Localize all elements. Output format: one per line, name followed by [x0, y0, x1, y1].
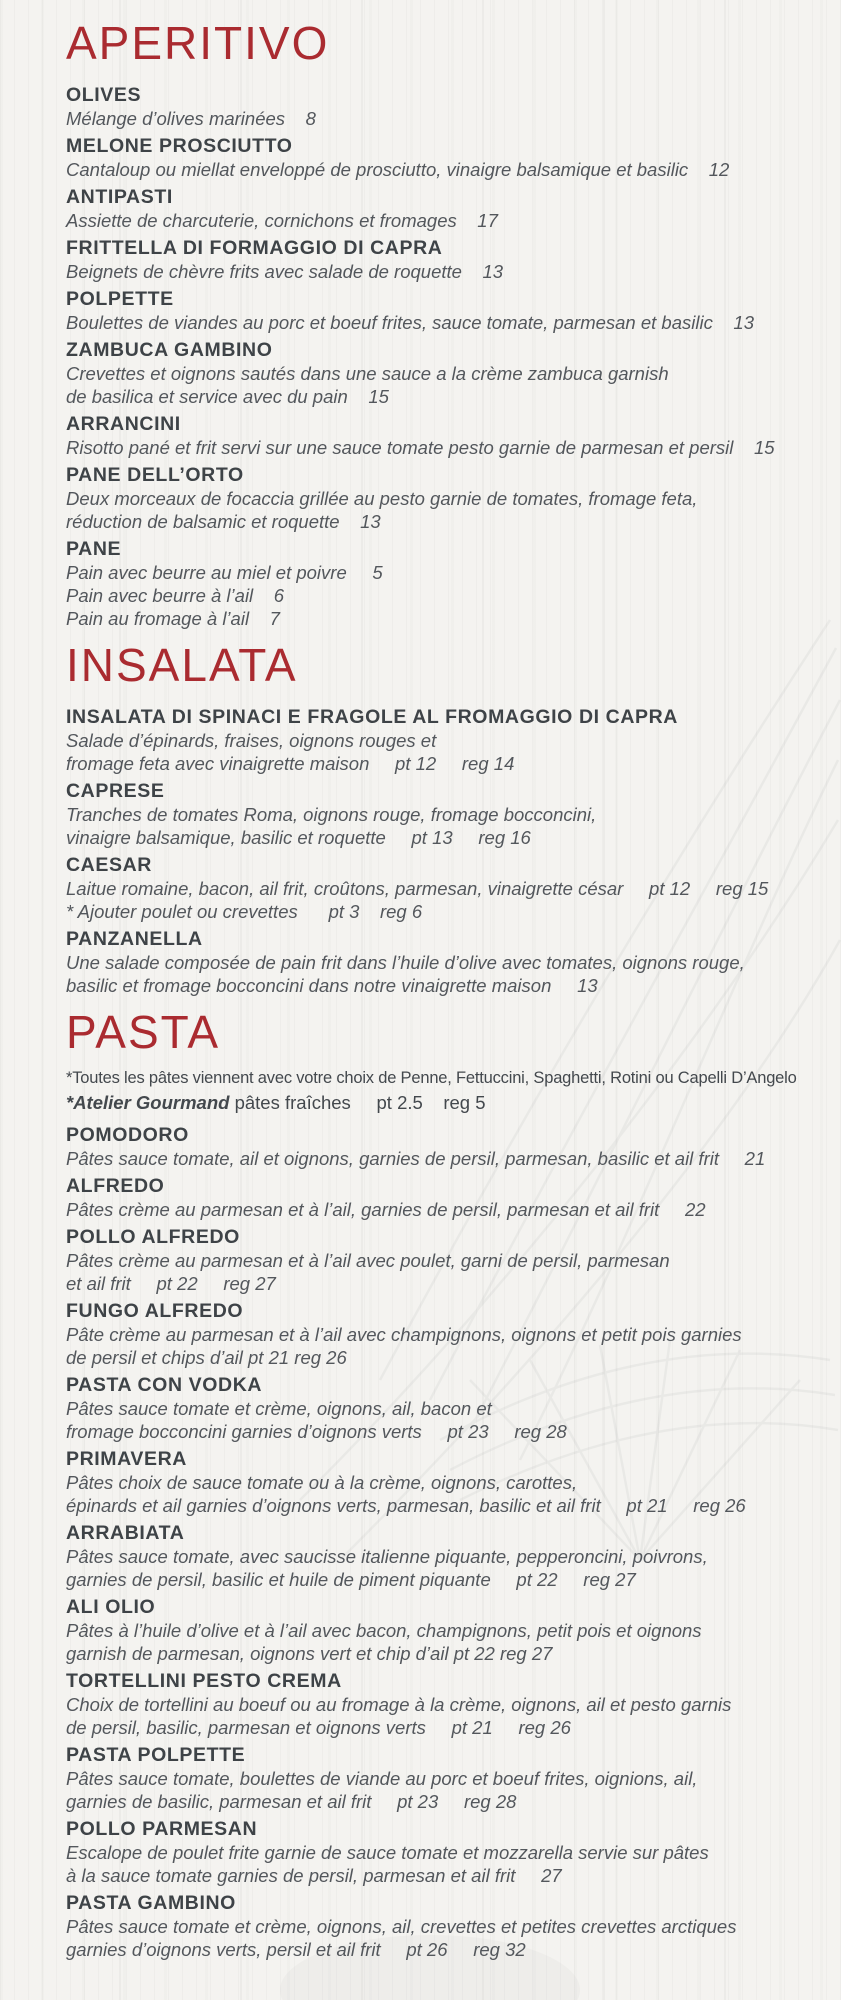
menu-item-pollo-parmesan [66, 1818, 815, 1887]
item-description-line: de persil, basilic, parmesan et oignons verts pt 21 reg 26 [66, 1717, 571, 1738]
item-description-line: Beignets de chèvre frits avec salade de roquette 13 [66, 261, 504, 282]
section-aperitivo [66, 18, 815, 630]
item-name: PASTA CON VODKA [66, 1374, 263, 1396]
pasta-note-fresh-pasta-text: pâtes fraîches pt 2.5 reg 5 [229, 1092, 486, 1113]
item-description-line: basilic et fromage bocconcini dans notre vinaigrette maison 13 [66, 975, 598, 996]
menu-item-caprese [66, 780, 815, 849]
item-name: ALI OLIO [66, 1596, 156, 1618]
item-description-line: épinards et ail garnies d’oignons verts, parmesan, basilic et ail frit pt 21 reg 26 [66, 1495, 746, 1516]
item-name: CAESAR [66, 854, 152, 876]
item-name: PRIMAVERA [66, 1448, 187, 1470]
pasta-note-brand: *Atelier Gourmand [66, 1092, 230, 1113]
section-title-aperitivo: APERITIVO [66, 17, 330, 69]
menu-item-zambuca-gambino [66, 339, 815, 408]
item-name: FUNGO ALFREDO [66, 1300, 244, 1322]
item-description-line: Laitue romaine, bacon, ail frit, croûtons, parmesan, vinaigrette césar pt 12 reg 15 [66, 878, 769, 899]
item-description-line: Pâtes choix de sauce tomate ou à la crème, oignons, carottes, [66, 1472, 578, 1493]
menu-item-pasta-polpette [66, 1744, 815, 1813]
pasta-note-fresh-pasta [66, 1090, 815, 1115]
item-name: ALFREDO [66, 1175, 165, 1197]
item-name: POLPETTE [66, 288, 174, 310]
item-name: PANZANELLA [66, 928, 203, 950]
item-name: ARRABIATA [66, 1522, 185, 1544]
item-name: PASTA POLPETTE [66, 1744, 246, 1766]
section-insalata [66, 640, 815, 997]
item-name: FRITTELLA DI FORMAGGIO DI CAPRA [66, 237, 443, 259]
item-description-line: garnies d’oignons verts, persil et ail frit pt 26 reg 32 [66, 1939, 526, 1960]
item-description-line: Salade d’épinards, fraises, oignons rouges et [66, 730, 437, 751]
item-description-line: et ail frit pt 22 reg 27 [66, 1273, 276, 1294]
menu-item-antipasti [66, 186, 815, 232]
item-name: PASTA GAMBINO [66, 1892, 236, 1914]
item-description-line: Mélange d’olives marinées 8 [66, 108, 316, 129]
item-description-line: à la sauce tomate garnies de persil, parmesan et ail frit 27 [66, 1865, 562, 1886]
menu-item-polpette [66, 288, 815, 334]
item-description-line: Pâtes sauce tomate et crème, oignons, ail, crevettes et petites crevettes arctiques [66, 1916, 737, 1937]
menu-item-insalata-spinaci [66, 706, 815, 775]
item-description-line: vinaigre balsamique, basilic et roquette pt 13 reg 16 [66, 827, 531, 848]
menu-item-primavera [66, 1448, 815, 1517]
item-description-line: Boulettes de viandes au porc et boeuf frites, sauce tomate, parmesan et basilic 13 [66, 312, 754, 333]
menu-item-frittella [66, 237, 815, 283]
item-description-line: Pain au fromage à l’ail 7 [66, 608, 280, 629]
item-description-line: Crevettes et oignons sautés dans une sauce a la crème zambuca garnish [66, 363, 669, 384]
menu-item-pane-dellorto [66, 464, 815, 533]
pasta-notes [66, 1067, 815, 1115]
menu-item-caesar [66, 854, 815, 923]
pasta-note-choices: *Toutes les pâtes viennent avec votre choix de Penne, Fettuccini, Spaghetti, Rotini ou Capelli D’Angelo [66, 1069, 797, 1087]
menu-item-pasta-con-vodka [66, 1374, 815, 1443]
item-name: POMODORO [66, 1124, 189, 1146]
item-description-line: Pâtes à l’huile d’olive et à l’ail avec bacon, champignons, petit pois et oignons [66, 1620, 702, 1641]
menu-item-panzanella [66, 928, 815, 997]
item-description-line: Pâte crème au parmesan et à l’ail avec champignons, oignons et petit pois garnies [66, 1324, 742, 1345]
item-description-line: de persil et chips d’ail pt 21 reg 26 [66, 1347, 347, 1368]
item-description-line: réduction de balsamic et roquette 13 [66, 511, 381, 532]
item-name: PANE [66, 538, 122, 560]
section-pasta [66, 1007, 815, 1961]
item-description-line: fromage bocconcini garnies d’oignons verts pt 23 reg 28 [66, 1421, 567, 1442]
menu-item-ali-olio [66, 1596, 815, 1665]
item-name: ARRANCINI [66, 413, 181, 435]
item-description-line: Risotto pané et frit servi sur une sauce tomate pesto garnie de parmesan et persil 15 [66, 437, 775, 458]
item-name: TORTELLINI PESTO CREMA [66, 1670, 342, 1692]
item-name: INSALATA DI SPINACI E FRAGOLE AL FROMAGGIO DI CAPRA [66, 706, 678, 728]
item-description-line: garnies de persil, basilic et huile de piment piquante pt 22 reg 27 [66, 1569, 636, 1590]
item-description-line: Pâtes crème au parmesan et à l’ail, garnies de persil, parmesan et ail frit 22 [66, 1199, 706, 1220]
item-name: PANE DELL’ORTO [66, 464, 244, 486]
item-description-line: Pâtes sauce tomate, ail et oignons, garnies de persil, parmesan, basilic et ail frit 21 [66, 1148, 766, 1169]
section-title-insalata: INSALATA [66, 639, 298, 691]
item-name: OLIVES [66, 84, 142, 106]
item-name: CAPRESE [66, 780, 165, 802]
item-description-line: Pâtes sauce tomate, avec saucisse italienne piquante, pepperoncini, poivrons, [66, 1546, 708, 1567]
item-description-line: Une salade composée de pain frit dans l’huile d’olive avec tomates, oignons rouge, [66, 952, 745, 973]
item-description-line: Tranches de tomates Roma, oignons rouge, fromage bocconcini, [66, 804, 597, 825]
item-name: POLLO ALFREDO [66, 1226, 240, 1248]
menu-item-fungo-alfredo [66, 1300, 815, 1369]
menu-content [66, 18, 815, 1966]
item-name: ZAMBUCA GAMBINO [66, 339, 273, 361]
item-description-line: Escalope de poulet frite garnie de sauce tomate et mozzarella servie sur pâtes [66, 1842, 709, 1863]
menu-item-melone-prosciutto [66, 135, 815, 181]
item-description-line: Pain avec beurre au miel et poivre 5 [66, 562, 383, 583]
item-description-line: Choix de tortellini au boeuf ou au fromage à la crème, oignons, ail et pesto garnis [66, 1694, 732, 1715]
item-description-line: Pain avec beurre à l’ail 6 [66, 585, 285, 606]
item-description-line: garnish de parmesan, oignons vert et chip d’ail pt 22 reg 27 [66, 1643, 553, 1664]
menu-item-alfredo [66, 1175, 815, 1221]
menu-item-pasta-gambino [66, 1892, 815, 1961]
menu-item-pomodoro [66, 1124, 815, 1170]
section-title-pasta: PASTA [66, 1006, 220, 1058]
menu-item-pane [66, 538, 815, 630]
menu-item-olives [66, 84, 815, 130]
menu-item-tortellini-pesto-crema [66, 1670, 815, 1739]
item-description-line: Pâtes sauce tomate, boulettes de viande au porc et boeuf frites, oignions, ail, [66, 1768, 698, 1789]
item-description-line: Cantaloup ou miellat enveloppé de prosciutto, vinaigre balsamique et basilic 12 [66, 159, 730, 180]
menu-item-arrabiata [66, 1522, 815, 1591]
item-description-line: Pâtes sauce tomate et crème, oignons, ail, bacon et [66, 1398, 492, 1419]
item-description-line: Assiette de charcuterie, cornichons et fromages 17 [66, 210, 498, 231]
item-name: POLLO PARMESAN [66, 1818, 258, 1840]
item-description-line: Pâtes crème au parmesan et à l’ail avec poulet, garni de persil, parmesan [66, 1250, 670, 1271]
item-name: MELONE PROSCIUTTO [66, 135, 293, 157]
item-name: ANTIPASTI [66, 186, 173, 208]
menu-item-pollo-alfredo [66, 1226, 815, 1295]
menu-item-arrancini [66, 413, 815, 459]
item-description-line: Deux morceaux de focaccia grillée au pesto garnie de tomates, fromage feta, [66, 488, 698, 509]
item-description-line: garnies de basilic, parmesan et ail frit pt 23 reg 28 [66, 1791, 517, 1812]
item-description-line: fromage feta avec vinaigrette maison pt 12 reg 14 [66, 753, 515, 774]
item-description-line: * Ajouter poulet ou crevettes pt 3 reg 6 [66, 901, 423, 922]
item-description-line: de basilica et service avec du pain 15 [66, 386, 389, 407]
